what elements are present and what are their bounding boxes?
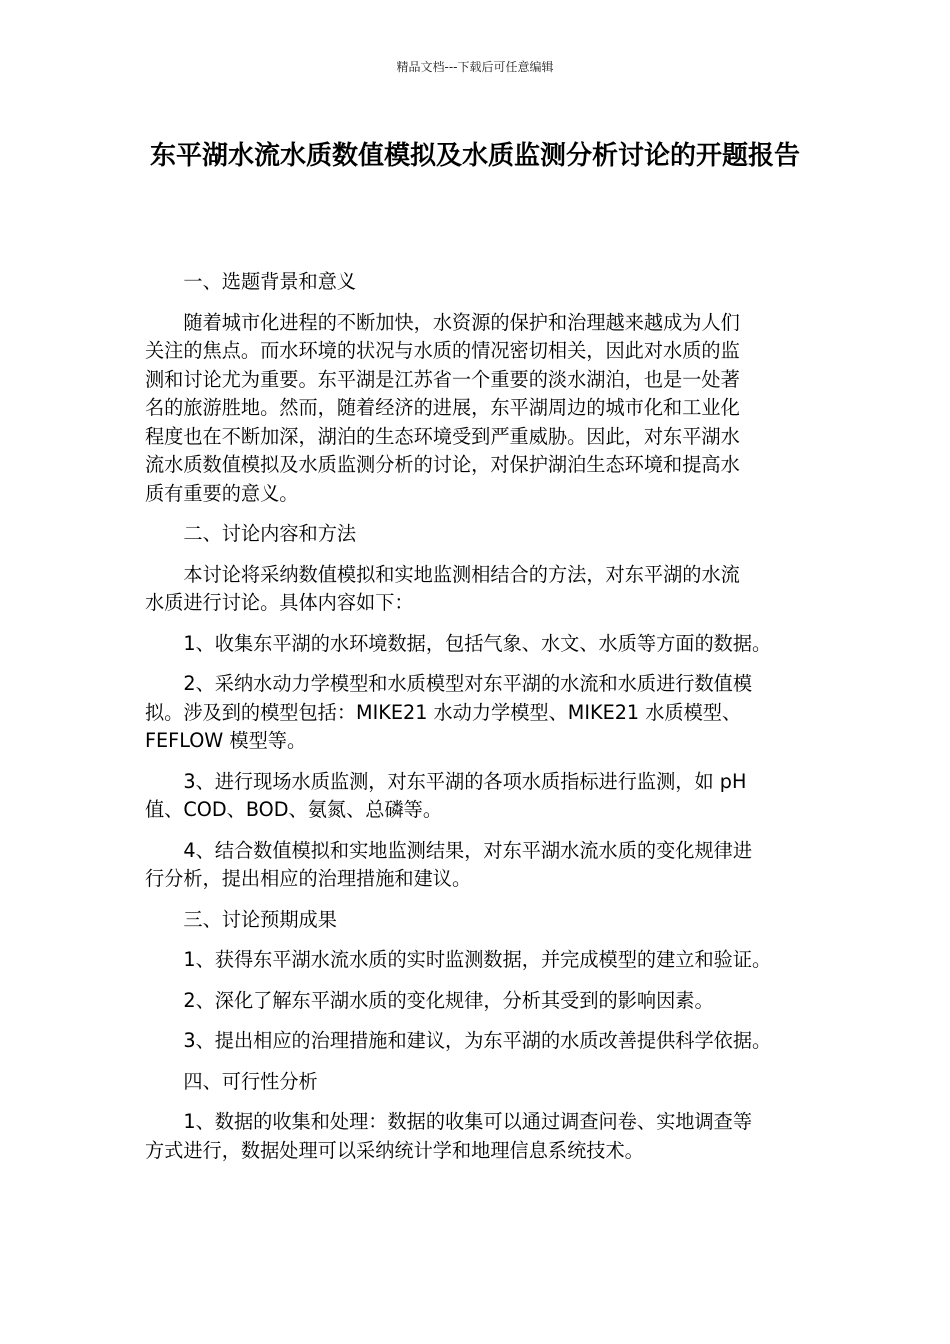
- paragraph-background: 随着城市化进程的不断加快，水资源的保护和治理越来越成为人们 关注的焦点。而水环境的状况与水质的情况密切相关，因此对水质的监 测和讨论尤为重要。东平湖是江苏省一个重要的淡水湖泊，也是一处著 名的旅游胜地。然而，随着经济的进展，东平湖周边的城市化和工业化 程度也在不断加深，湖泊的生态环境受到严重威胁。因此，对东平湖水 流水质数值模拟及水质监测分析的讨论，对保护湖泊生态环境和提高水 质有重要的意义。: [145, 310, 740, 505]
- list-item-methods-3: 3、进行现场水质监测，对东平湖的各项水质指标进行监测，如 pH 值、COD、BOD、氨氮、总磷等。: [145, 769, 747, 821]
- section-heading-expected-results: 三、讨论预期成果: [183, 907, 337, 931]
- header-note: 精品文档---下载后可任意编辑: [396, 60, 554, 74]
- list-item-methods-4: 4、结合数值模拟和实地监测结果，对东平湖水流水质的变化规律进 行分析，提出相应的治理措施和建议。: [145, 838, 753, 890]
- section-heading-feasibility: 四、可行性分析: [183, 1069, 318, 1093]
- list-item-feasibility-1: 1、数据的收集和处理：数据的收集可以通过调查问卷、实地调查等 方式进行，数据处理可以采纳统计学和地理信息系统技术。: [145, 1110, 753, 1162]
- section-heading-content-methods: 二、讨论内容和方法: [183, 522, 357, 545]
- list-item-results-3: 3、提出相应的治理措施和建议，为东平湖的水质改善提供科学依据。: [183, 1029, 772, 1052]
- list-item-methods-2: 2、采纳水动力学模型和水质模型对东平湖的水流和水质进行数值模 拟。涉及到的模型包括：MIKE21 水动力学模型、MIKE21 水质模型、 FEFLOW 模型等。: [145, 672, 753, 752]
- list-item-results-2: 2、深化了解东平湖水质的变化规律，分析其受到的影响因素。: [183, 988, 714, 1012]
- document-title: 东平湖水流水质数值模拟及水质监测分析讨论的开题报告: [149, 141, 800, 171]
- section-heading-background: 一、选题背景和意义: [183, 270, 357, 293]
- document-body: [145, 268, 825, 1177]
- paragraph-methods-intro: 本讨论将采纳数值模拟和实地监测相结合的方法，对东平湖的水流 水质进行讨论。具体内容如下：: [145, 562, 740, 614]
- list-item-methods-1: 1、收集东平湖的水环境数据，包括气象、水文、水质等方面的数据。: [183, 631, 772, 655]
- list-item-results-1: 1、获得东平湖水流水质的实时监测数据，并完成模型的建立和验证。: [183, 948, 772, 971]
